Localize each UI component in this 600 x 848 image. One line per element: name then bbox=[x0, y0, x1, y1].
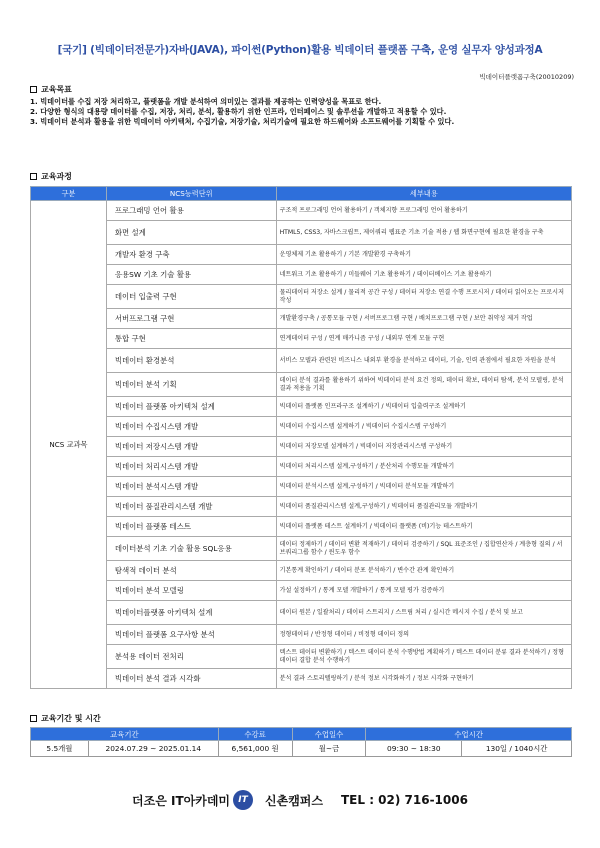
curriculum-row bbox=[31, 625, 572, 645]
detail-cell: 빅데이터 저장모델 설계하기 / 빅데이터 저장관리시스템 구성하기 bbox=[276, 437, 571, 457]
dates-cell: 2024.07.29 ~ 2025.01.14 bbox=[88, 741, 218, 757]
detail-cell: 분석 결과 스토리텔링하기 / 분석 정보 시각화하기 / 정보 시각화 구현하기 bbox=[276, 669, 571, 689]
detail-cell: 운영체제 기초 활용하기 / 기본 개발환경 구축하기 bbox=[276, 245, 571, 265]
unit-cell: 빅데이터 분석시스템 개발 bbox=[106, 477, 276, 497]
curriculum-row bbox=[31, 373, 572, 397]
group-cell: NCS 교과목 bbox=[31, 201, 107, 689]
days-cell: 월~금 bbox=[292, 741, 366, 757]
page-title: [국기] (빅데이터전문가)자바(JAVA), 파이썬(Python)활용 빅데이터 플랫폼 구축, 운영 실무자 양성과정A bbox=[57, 44, 543, 56]
curriculum-header-row bbox=[31, 187, 572, 201]
header-cell: 구분 bbox=[31, 187, 107, 201]
detail-cell: 텍스트 데이터 변환하기 / 텍스트 데이터 분석 수행방법 계획하기 / 텍스트 데이터 분류 결과 분석하기 / 정형 데이터 결합 분석 수행하기 bbox=[276, 645, 571, 669]
detail-cell: 빅데이터 플랫폼 테스트 설계하기 / 빅데이터 플랫폼 (비)기능 테스트하기 bbox=[276, 517, 571, 537]
curriculum-row bbox=[31, 645, 572, 669]
header-cell: 수강료 bbox=[218, 728, 292, 741]
detail-cell: 서비스 모델과 관련된 비즈니스 내외부 환경을 분석하고 데이터, 기술, 인력 관점에서 필요한 자원을 분석 bbox=[276, 349, 571, 373]
header-cell: 수업일수 bbox=[292, 728, 366, 741]
curriculum-row bbox=[31, 669, 572, 689]
detail-cell: HTML5, CSS3, 자바스크립트, 제이쿼리 웹표준 기초 기술 적용 / 웹 화면구현에 필요한 환경을 구축 bbox=[276, 221, 571, 245]
goals-list bbox=[30, 97, 575, 128]
detail-cell: 빅데이터 수집시스템 설계하기 / 빅데이터 수집시스템 구성하기 bbox=[276, 417, 571, 437]
detail-cell: 구조적 프로그래밍 언어 활용하기 / 객체지향 프로그래밍 언어 활용하기 bbox=[276, 201, 571, 221]
period-row bbox=[31, 741, 572, 757]
goal-item: 1. 빅데이터를 수집 저장 처리하고, 플랫폼을 개발 분석하여 의미있는 결과를 제공하는 인력양성을 목표로 한다. bbox=[30, 97, 382, 106]
detail-cell: 빅데이터 처리시스템 설계,구성하기 / 분산처리 수행모듈 개발하기 bbox=[276, 457, 571, 477]
curriculum-row bbox=[31, 437, 572, 457]
unit-cell: 분석용 데이터 전처리 bbox=[106, 645, 276, 669]
period-heading bbox=[30, 713, 101, 724]
detail-cell: 가설 설정하기 / 통계 모델 개발하기 / 통계 모델 평가 검증하기 bbox=[276, 581, 571, 601]
curriculum-row bbox=[31, 537, 572, 561]
time-cell: 09:30 ~ 18:30 bbox=[366, 741, 462, 757]
curriculum-row bbox=[31, 517, 572, 537]
detail-cell: 빅데이터 분석시스템 설계,구성하기 / 빅데이터 분석모듈 개발하기 bbox=[276, 477, 571, 497]
unit-cell: 데이터분석 기초 기술 활용 SQL응용 bbox=[106, 537, 276, 561]
unit-cell: 응용SW 기초 기술 활용 bbox=[106, 265, 276, 285]
header-cell: 교육기간 bbox=[31, 728, 219, 741]
curriculum-table bbox=[30, 186, 572, 689]
unit-cell: 빅데이터 분석 결과 시각화 bbox=[106, 669, 276, 689]
curriculum-row bbox=[31, 497, 572, 517]
logo-icon: IT bbox=[233, 790, 253, 810]
curriculum-body bbox=[31, 201, 572, 689]
campus-name: 신촌캠퍼스 bbox=[265, 793, 323, 808]
unit-cell: 빅데이터 분석 기획 bbox=[106, 373, 276, 397]
curriculum-row bbox=[31, 561, 572, 581]
unit-cell: 빅데이터플랫폼 아키텍처 설계 bbox=[106, 601, 276, 625]
curriculum-row bbox=[31, 285, 572, 309]
goal-item: 3. 빅데이터 분석과 활용을 위한 빅데이터 아키텍처, 수집기술, 저장기술, 처리기술에 필요한 하드웨어와 소프트웨어를 기획할 수 있다. bbox=[30, 117, 455, 127]
checkbox-icon bbox=[30, 86, 37, 93]
detail-cell: 연계데이터 구성 / 연계 매카니즘 구성 / 내외부 연계 모듈 구현 bbox=[276, 329, 571, 349]
curriculum-row bbox=[31, 477, 572, 497]
unit-cell: 화면 설계 bbox=[106, 221, 276, 245]
unit-cell: 빅데이터 플랫폼 테스트 bbox=[106, 517, 276, 537]
curriculum-heading bbox=[30, 171, 72, 182]
brand-name: 더조은 IT아카데미 bbox=[132, 793, 231, 808]
goals-heading-label: 교육목표 bbox=[41, 85, 72, 94]
total-cell: 130일 / 1040시간 bbox=[462, 741, 572, 757]
curriculum-row bbox=[31, 329, 572, 349]
curriculum-row bbox=[31, 349, 572, 373]
curriculum-row bbox=[31, 309, 572, 329]
unit-cell: 빅데이터 처리시스템 개발 bbox=[106, 457, 276, 477]
course-code: 빅데이터플랫폼구축(20010209) bbox=[479, 73, 574, 81]
unit-cell: 데이터 입출력 구현 bbox=[106, 285, 276, 309]
unit-cell: 빅데이터 품질관리시스템 개발 bbox=[106, 497, 276, 517]
detail-cell: 데이터 정제하기 / 데이터 변환 적재하기 / 데이터 검증하기 / SQL 표준조인 / 집합연산자 / 계층형 질의 / 서브쿼리그룹 함수 / 윈도우 함수 bbox=[276, 537, 571, 561]
phone-number: TEL : 02) 716-1006 bbox=[340, 793, 468, 807]
unit-cell: 빅데이터 환경분석 bbox=[106, 349, 276, 373]
unit-cell: 빅데이터 수집시스템 개발 bbox=[106, 417, 276, 437]
months-cell: 5.5개월 bbox=[31, 741, 89, 757]
header-cell: 세부내용 bbox=[276, 187, 571, 201]
unit-cell: 프로그래밍 언어 활용 bbox=[106, 201, 276, 221]
curriculum-row bbox=[31, 581, 572, 601]
checkbox-icon bbox=[30, 173, 37, 180]
checkbox-icon bbox=[30, 715, 37, 722]
curriculum-row bbox=[31, 417, 572, 437]
period-table bbox=[30, 727, 572, 757]
fee-cell: 6,561,000 원 bbox=[218, 741, 292, 757]
detail-cell: 빅데이터 품질관리시스템 설계,구성하기 / 빅데이터 품질관리모듈 개발하기 bbox=[276, 497, 571, 517]
detail-cell: 물리데이터 저장소 설계 / 물리적 공간 구성 / 데이터 저장소 연결 수행 프로시저 / 데이터 읽어오는 프로시저 작성 bbox=[276, 285, 571, 309]
unit-cell: 빅데이터 분석 모델링 bbox=[106, 581, 276, 601]
detail-cell: 빅데이터 플랫폼 인프라구조 설계하기 / 빅데이터 입출력구조 설계하기 bbox=[276, 397, 571, 417]
unit-cell: 탐색적 데이터 분석 bbox=[106, 561, 276, 581]
curriculum-heading-label: 교육과정 bbox=[41, 172, 72, 181]
detail-cell: 데이터 원본 / 일괄처리 / 데이터 스트리지 / 스트림 처리 / 실시간 메시지 수집 / 분석 및 보고 bbox=[276, 601, 571, 625]
unit-cell: 서버프로그램 구현 bbox=[106, 309, 276, 329]
curriculum-row bbox=[31, 245, 572, 265]
unit-cell: 빅데이터 저장시스템 개발 bbox=[106, 437, 276, 457]
curriculum-row bbox=[31, 457, 572, 477]
footer bbox=[0, 790, 600, 810]
unit-cell: 통합 구현 bbox=[106, 329, 276, 349]
goal-item: 2. 다양한 형식의 대용량 데이터를 수집, 저장, 처리, 분석, 활용하기 위한 인프라, 인터페이스 및 솔루션을 개발하고 적용할 수 있다. bbox=[30, 107, 447, 117]
period-heading-label: 교육기간 및 시간 bbox=[41, 714, 101, 723]
unit-cell: 개발자 환경 구축 bbox=[106, 245, 276, 265]
detail-cell: 데이터 분석 결과를 활용하기 위하여 빅데이터 분석 요건 정의, 데이터 확보, 데이터 탐색, 분석 모델링, 분석 결과 적용을 기획 bbox=[276, 373, 571, 397]
detail-cell: 네트워크 기초 활용하기 / 미들웨어 기초 활용하기 / 데이터베이스 기초 활용하기 bbox=[276, 265, 571, 285]
curriculum-row bbox=[31, 221, 572, 245]
unit-cell: 빅데이터 플랫폼 아키텍처 설계 bbox=[106, 397, 276, 417]
header-cell: NCS능력단위 bbox=[106, 187, 276, 201]
curriculum-row bbox=[31, 601, 572, 625]
goals-heading bbox=[30, 84, 72, 95]
detail-cell: 기본통계 확인하기 / 데이터 분포 분석하기 / 변수간 관계 확인하기 bbox=[276, 561, 571, 581]
curriculum-row bbox=[31, 397, 572, 417]
detail-cell: 개발환경구축 / 공통모듈 구현 / 서버프로그램 구현 / 배치프로그램 구현 / 보안 취약성 제거 작업 bbox=[276, 309, 571, 329]
period-header-row bbox=[31, 728, 572, 741]
unit-cell: 빅데이터 플랫폼 요구사항 분석 bbox=[106, 625, 276, 645]
curriculum-row bbox=[31, 265, 572, 285]
curriculum-row bbox=[31, 201, 572, 221]
header-cell: 수업시간 bbox=[366, 728, 572, 741]
detail-cell: 정형데이터 / 반정형 데이터 / 비정형 데이터 정의 bbox=[276, 625, 571, 645]
